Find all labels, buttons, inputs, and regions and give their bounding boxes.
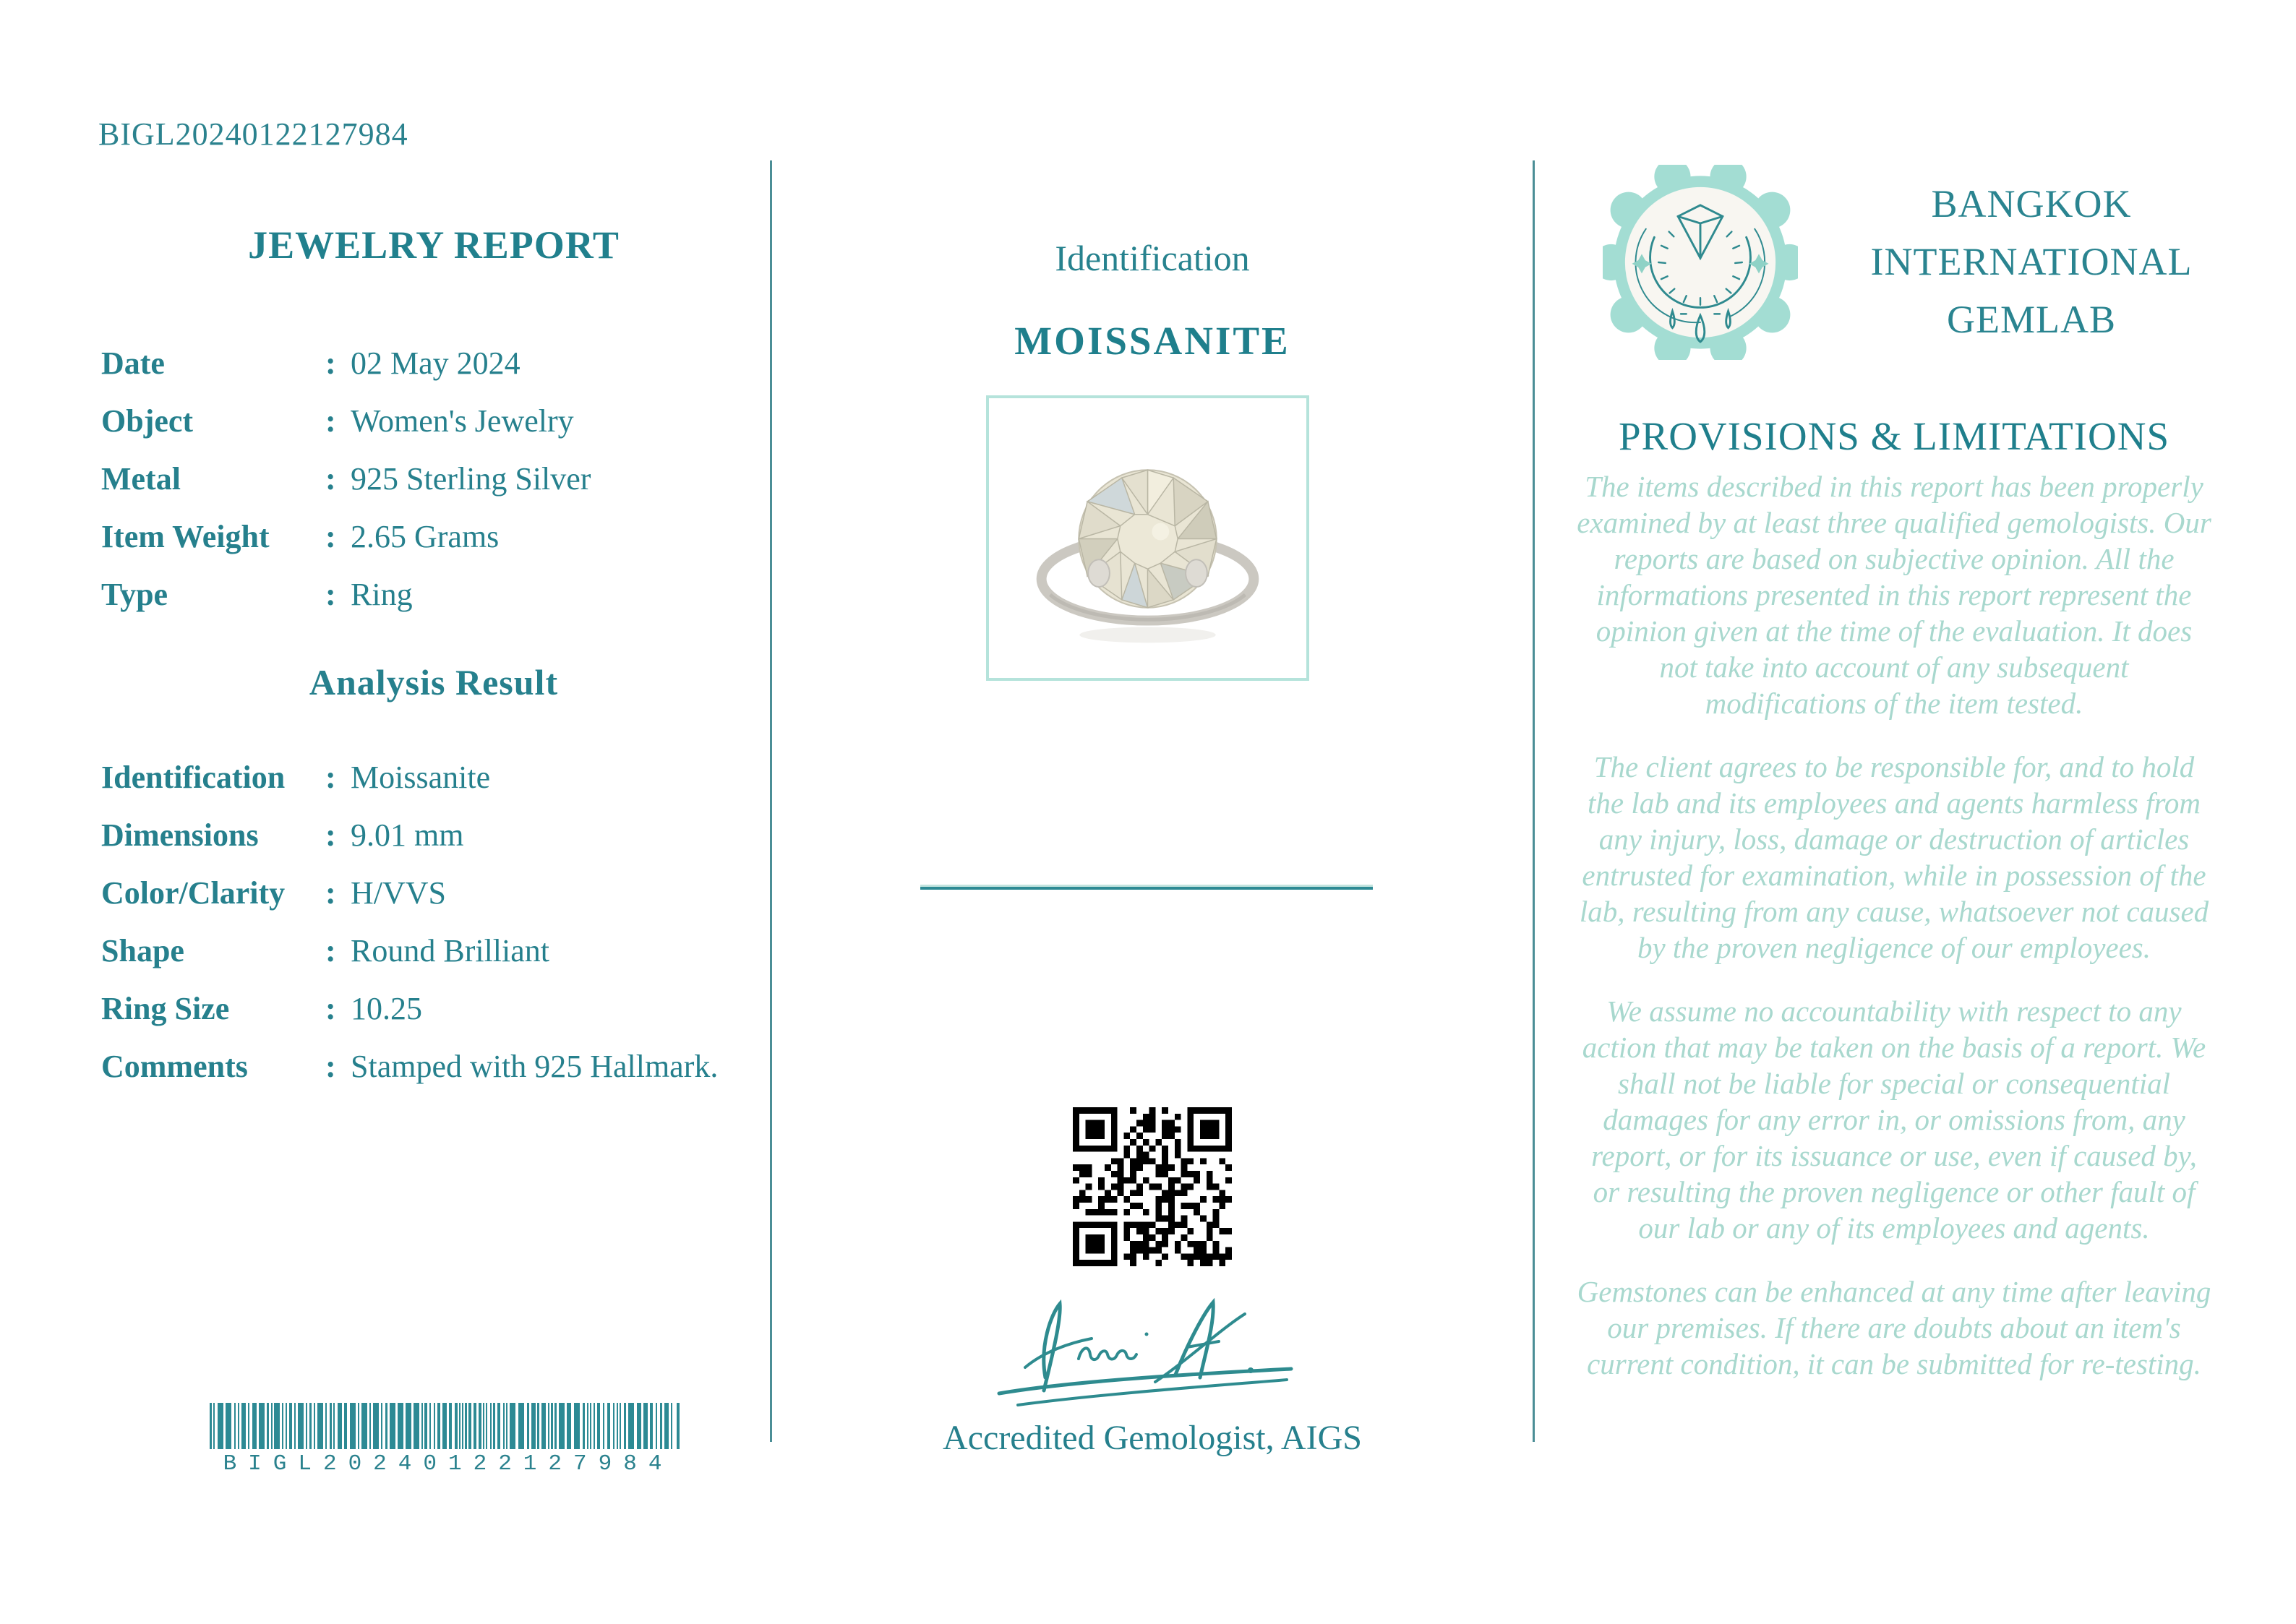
barcode-text: BIGL20240122127984: [223, 1451, 674, 1477]
analysis-label: Dimensions: [101, 817, 259, 853]
analysis-label: Shape: [101, 932, 184, 968]
analysis-row-shape: [101, 921, 766, 979]
ring-photo: [986, 395, 1309, 681]
detail-row-metal: [101, 450, 766, 507]
identification-result: MOISSANITE: [1014, 319, 1290, 363]
colon-separator: :: [325, 460, 336, 497]
gemologist-title: Accredited Gemologist, AIGS: [943, 1419, 1362, 1457]
provisions-paragraph: Gemstones can be enhanced at any time after leaving our premises. If there are doubts about an item's current condition, it can be submitted for re-testing.: [1577, 1275, 2211, 1380]
detail-value: Women's Jewelry: [351, 403, 574, 439]
analysis-result-title: Analysis Result: [309, 662, 559, 703]
qr-code: [1073, 1107, 1232, 1266]
detail-row-item-weight: [101, 507, 766, 565]
analysis-label: Ring Size: [101, 990, 230, 1026]
barcode: [210, 1403, 680, 1449]
colon-separator: :: [325, 932, 336, 968]
analysis-row-color-clarity: [101, 864, 766, 921]
analysis-value: Round Brilliant: [351, 932, 549, 968]
lab-name-line: BANGKOK: [1931, 182, 2132, 225]
colon-separator: :: [325, 576, 336, 612]
signature-icon: [989, 1285, 1307, 1430]
analysis-value: H/VVS: [351, 875, 447, 911]
identification-heading: Identification: [1055, 238, 1250, 278]
detail-row-date: [101, 334, 766, 392]
analysis-row-identification: [101, 748, 766, 806]
analysis-value: Moissanite: [351, 759, 491, 795]
lab-name: [1836, 175, 2227, 348]
colon-separator: :: [325, 1048, 336, 1084]
lab-logo: [1603, 165, 1798, 360]
provisions-paragraph: We assume no accountability with respect to any action that may be taken on the basis of a report. We shall not be liable for special or consequential damages for any error in, or omissions from, any report, or for its issuance or use, even if caused by, or resulting the proven negligence or other fault of our lab or any of its employees and agents.: [1582, 994, 2206, 1245]
detail-label: Object: [101, 403, 194, 439]
analysis-label: Comments: [101, 1048, 248, 1084]
detail-value: 2.65 Grams: [351, 518, 500, 554]
analysis-value: 9.01 mm: [351, 817, 464, 853]
detail-row-object: [101, 392, 766, 450]
analysis-row-ring-size: [101, 979, 766, 1037]
analysis-value: Stamped with 925 Hallmark.: [351, 1048, 719, 1084]
colon-separator: :: [325, 875, 336, 911]
provisions-paragraph: The client agrees to be responsible for, and to hold the lab and its employees and agents harmless from any injury, loss, damage or destruction of articles entrusted for examination, while in possession of the lab, resulting from any cause, whatsoever not caused by the proven negligence of our employees.: [1579, 750, 2209, 964]
provisions-title: PROVISIONS & LIMITATIONS: [1618, 414, 2170, 458]
detail-value: Ring: [351, 576, 413, 612]
provisions-text: [1576, 468, 2212, 1409]
gemologist-signature: [989, 1285, 1307, 1430]
report-title: JEWELRY REPORT: [248, 223, 620, 267]
panel-divider-left: [770, 160, 772, 1442]
qr-code-graphic: [1073, 1107, 1232, 1266]
provisions-paragraph: The items described in this report has been properly examined by at least three qualified gemologists. Our reports are based on subjective opinion. All the informations presented in this report represent the opinion given at the time of the evaluation. It does not take into account of any subsequent modifications of the item tested.: [1577, 470, 2211, 720]
colon-separator: :: [325, 518, 336, 554]
analysis-row-dimensions: [101, 806, 766, 864]
detail-value: 925 Sterling Silver: [351, 460, 591, 497]
divider-line: [920, 887, 1373, 890]
analysis-label: Identification: [101, 759, 286, 795]
analysis-row-comments: [101, 1037, 766, 1095]
detail-row-type: [101, 565, 766, 623]
colon-separator: :: [325, 817, 336, 853]
detail-label: Type: [101, 576, 168, 612]
analysis-rows: [101, 748, 766, 1095]
detail-label: Metal: [101, 460, 181, 497]
detail-label: Item Weight: [101, 518, 270, 554]
analysis-value: 10.25: [351, 990, 422, 1026]
lab-logo-badge-icon: [1603, 165, 1798, 360]
report-number: BIGL20240122127984: [98, 116, 408, 152]
detail-value: 02 May 2024: [351, 345, 521, 381]
lab-name-line: GEMLAB: [1947, 298, 2116, 341]
detail-label: Date: [101, 345, 165, 381]
colon-separator: :: [325, 759, 336, 795]
ring-illustration: [989, 398, 1306, 678]
colon-separator: :: [325, 403, 336, 439]
colon-separator: :: [325, 990, 336, 1026]
colon-separator: :: [325, 345, 336, 381]
panel-divider-right: [1533, 160, 1535, 1442]
detail-rows: [101, 334, 766, 623]
barcode-bars: [210, 1403, 680, 1449]
analysis-label: Color/Clarity: [101, 875, 286, 911]
lab-name-line: INTERNATIONAL: [1870, 240, 2193, 283]
